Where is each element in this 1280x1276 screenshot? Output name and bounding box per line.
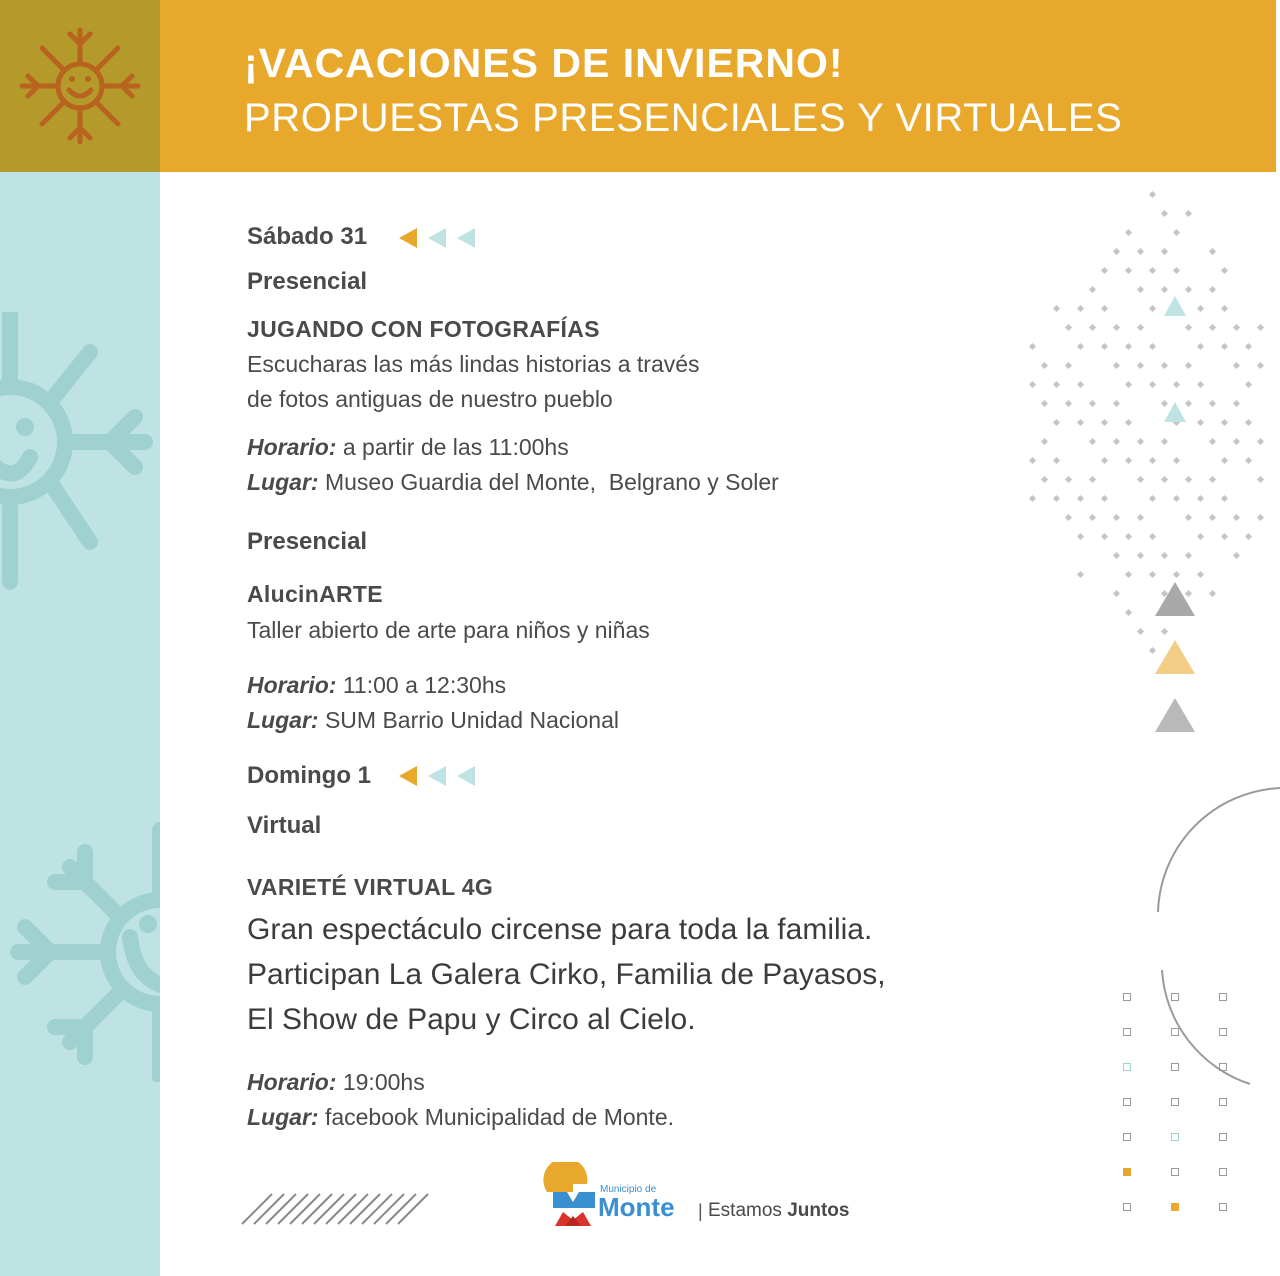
event-mode: Presencial <box>247 528 368 555</box>
dot-mark <box>1101 343 1108 350</box>
dot-mark <box>1233 552 1240 559</box>
page-title: ¡VACACIONES DE INVIERNO! <box>244 40 844 86</box>
dot-mark <box>1233 514 1240 521</box>
horario-label: Horario: <box>247 672 337 698</box>
square-mark <box>1123 993 1131 1001</box>
dot-mark <box>1101 419 1108 426</box>
dot-mark <box>1041 362 1048 369</box>
dot-mark <box>1077 305 1084 312</box>
dot-mark <box>1125 571 1132 578</box>
dot-mark <box>1233 324 1240 331</box>
triangle-icon <box>1164 402 1186 422</box>
square-mark <box>1171 993 1179 1001</box>
dot-mark <box>1149 267 1156 274</box>
lugar-value: SUM Barrio Unidad Nacional <box>318 707 619 733</box>
square-mark <box>1123 1063 1131 1071</box>
dot-mark <box>1125 457 1132 464</box>
dot-mark <box>1233 400 1240 407</box>
dot-mark <box>1053 419 1060 426</box>
square-mark <box>1171 1203 1179 1211</box>
dot-mark <box>1257 476 1264 483</box>
horario-value: 11:00 a 12:30hs <box>336 672 507 698</box>
dot-mark <box>1089 476 1096 483</box>
logo-mark-icon <box>543 1162 603 1230</box>
event-description: de fotos antiguas de nuestro pueblo <box>247 386 613 412</box>
dot-mark <box>1185 210 1192 217</box>
lugar-value: Museo Guardia del Monte, Belgrano y Soler <box>318 469 779 495</box>
dot-mark <box>1257 438 1264 445</box>
logo-separator: | <box>698 1201 703 1221</box>
dot-mark <box>1077 571 1084 578</box>
square-mark <box>1171 1133 1179 1141</box>
dot-mark <box>1245 343 1252 350</box>
lugar-value: facebook Municipalidad de Monte. <box>318 1104 675 1130</box>
square-grid-pattern <box>1120 990 1240 1220</box>
dot-mark <box>1089 514 1096 521</box>
event-description: El Show de Papu y Circo al Cielo. <box>247 1003 696 1036</box>
dot-mark <box>1041 438 1048 445</box>
dot-mark <box>1233 438 1240 445</box>
dot-mark <box>1065 362 1072 369</box>
dot-mark <box>1137 552 1144 559</box>
dot-mark <box>1245 533 1252 540</box>
dot-mark <box>1089 324 1096 331</box>
dot-mark <box>1125 609 1132 616</box>
dot-mark <box>1257 362 1264 369</box>
dot-mark <box>1209 286 1216 293</box>
square-mark <box>1123 1203 1131 1211</box>
dot-mark <box>1125 533 1132 540</box>
square-mark <box>1123 1028 1131 1036</box>
dot-mark <box>1101 495 1108 502</box>
horario-value: 19:00hs <box>336 1069 425 1095</box>
dot-mark <box>1065 514 1072 521</box>
dot-mark <box>1101 267 1108 274</box>
dot-mark <box>1209 248 1216 255</box>
dot-mark <box>1245 457 1252 464</box>
hatch-lines-decoration <box>240 1192 435 1226</box>
dot-mark <box>1137 438 1144 445</box>
event-mode: Presencial <box>247 268 368 295</box>
event-description: Gran espectáculo circense para toda la familia. <box>247 913 873 946</box>
square-mark <box>1219 1168 1227 1176</box>
dot-mark <box>1221 305 1228 312</box>
tagline-prefix: Estamos <box>708 1200 788 1221</box>
event-description: Participan La Galera Cirko, Familia de Payasos, <box>247 958 886 991</box>
dot-mark <box>1101 305 1108 312</box>
tagline-bold: Juntos <box>787 1200 850 1221</box>
dot-mark <box>1125 267 1132 274</box>
page-subtitle: PROPUESTAS PRESENCIALES Y VIRTUALES <box>244 96 1123 140</box>
day-heading: Domingo 1 <box>247 762 371 789</box>
dot-mark <box>1089 438 1096 445</box>
dot-mark <box>1137 628 1144 635</box>
dot-mark <box>1101 533 1108 540</box>
dot-mark <box>1149 191 1156 198</box>
square-mark <box>1123 1168 1131 1176</box>
dot-mark <box>1125 343 1132 350</box>
dot-mark <box>1221 343 1228 350</box>
event-name: AlucinARTE <box>247 581 383 607</box>
dot-mark <box>1137 514 1144 521</box>
lugar-label: Lugar: <box>247 707 319 733</box>
dot-mark <box>1077 533 1084 540</box>
dot-mark <box>1113 552 1120 559</box>
horario-label: Horario: <box>247 1069 337 1095</box>
event-mode: Virtual <box>247 812 322 839</box>
triangle-icon <box>1155 698 1195 732</box>
square-mark <box>1123 1098 1131 1106</box>
dot-mark <box>1113 514 1120 521</box>
horario-value: a partir de las 11:00hs <box>336 434 569 460</box>
dot-mark <box>1161 210 1168 217</box>
dot-mark <box>1029 343 1036 350</box>
dot-mark <box>1257 324 1264 331</box>
triangle-icon <box>1155 582 1195 616</box>
dot-mark <box>1089 286 1096 293</box>
day-heading: Sábado 31 <box>247 223 368 250</box>
triangle-icon <box>1164 296 1186 316</box>
dot-mark <box>1113 400 1120 407</box>
dot-mark <box>1077 495 1084 502</box>
dot-mark <box>1137 248 1144 255</box>
square-mark <box>1219 1133 1227 1141</box>
dot-mark <box>1137 324 1144 331</box>
dot-mark <box>1113 248 1120 255</box>
event-name: JUGANDO CON FOTOGRAFÍAS <box>247 316 600 342</box>
dot-mark <box>1125 381 1132 388</box>
dot-mark <box>1089 400 1096 407</box>
dot-mark <box>1113 324 1120 331</box>
dot-mark <box>1077 343 1084 350</box>
dot-mark <box>1029 457 1036 464</box>
event-description: Escucharas las más lindas historias a través <box>247 351 700 377</box>
square-mark <box>1171 1168 1179 1176</box>
dot-mark <box>1221 457 1228 464</box>
dot-mark <box>1137 362 1144 369</box>
dot-mark <box>1221 533 1228 540</box>
dot-mark <box>1245 381 1252 388</box>
square-mark <box>1171 1098 1179 1106</box>
dot-mark <box>1041 476 1048 483</box>
square-mark <box>1219 1063 1227 1071</box>
dot-mark <box>1029 381 1036 388</box>
dot-mark <box>1173 229 1180 236</box>
dot-mark <box>1065 476 1072 483</box>
triangle-decorations <box>1150 290 1210 740</box>
dot-mark <box>1161 248 1168 255</box>
dot-mark <box>1113 362 1120 369</box>
dot-mark <box>1233 362 1240 369</box>
dot-mark <box>1053 495 1060 502</box>
dot-mark <box>1125 419 1132 426</box>
dot-mark <box>1209 438 1216 445</box>
square-mark <box>1219 1028 1227 1036</box>
dot-mark <box>1137 476 1144 483</box>
dot-mark <box>1209 514 1216 521</box>
dot-mark <box>1041 400 1048 407</box>
dot-mark <box>1209 590 1216 597</box>
square-mark <box>1219 993 1227 1001</box>
dot-mark <box>1029 495 1036 502</box>
dot-mark <box>1173 267 1180 274</box>
triangle-icon <box>1155 640 1195 674</box>
dot-mark <box>1053 457 1060 464</box>
logo-small-text: Municipio de <box>600 1184 657 1195</box>
dot-mark <box>1113 438 1120 445</box>
dot-mark <box>1209 324 1216 331</box>
horario-label: Horario: <box>247 434 337 460</box>
lugar-label: Lugar: <box>247 1104 319 1130</box>
lugar-label: Lugar: <box>247 469 319 495</box>
logo-tagline <box>708 1200 849 1222</box>
dot-mark <box>1245 419 1252 426</box>
dot-mark <box>1209 400 1216 407</box>
dot-mark <box>1101 457 1108 464</box>
dot-mark <box>1077 419 1084 426</box>
dot-mark <box>1137 286 1144 293</box>
dot-mark <box>1125 229 1132 236</box>
dot-mark <box>1077 381 1084 388</box>
square-mark <box>1219 1098 1227 1106</box>
square-mark <box>1171 1063 1179 1071</box>
dot-mark <box>1113 590 1120 597</box>
municipio-logo <box>543 1162 873 1232</box>
dot-mark <box>1053 381 1060 388</box>
dot-mark <box>1221 495 1228 502</box>
dot-mark <box>1221 419 1228 426</box>
event-description: Taller abierto de arte para niños y niñas <box>247 617 650 643</box>
square-mark <box>1219 1203 1227 1211</box>
dot-mark <box>1065 324 1072 331</box>
square-mark <box>1171 1028 1179 1036</box>
dot-mark <box>1209 476 1216 483</box>
dot-mark <box>1053 305 1060 312</box>
dot-mark <box>1221 267 1228 274</box>
square-mark <box>1123 1133 1131 1141</box>
dot-mark <box>1257 514 1264 521</box>
logo-name: Monte <box>598 1192 675 1222</box>
dot-mark <box>1065 400 1072 407</box>
event-name: VARIETÉ VIRTUAL 4G <box>247 874 494 900</box>
